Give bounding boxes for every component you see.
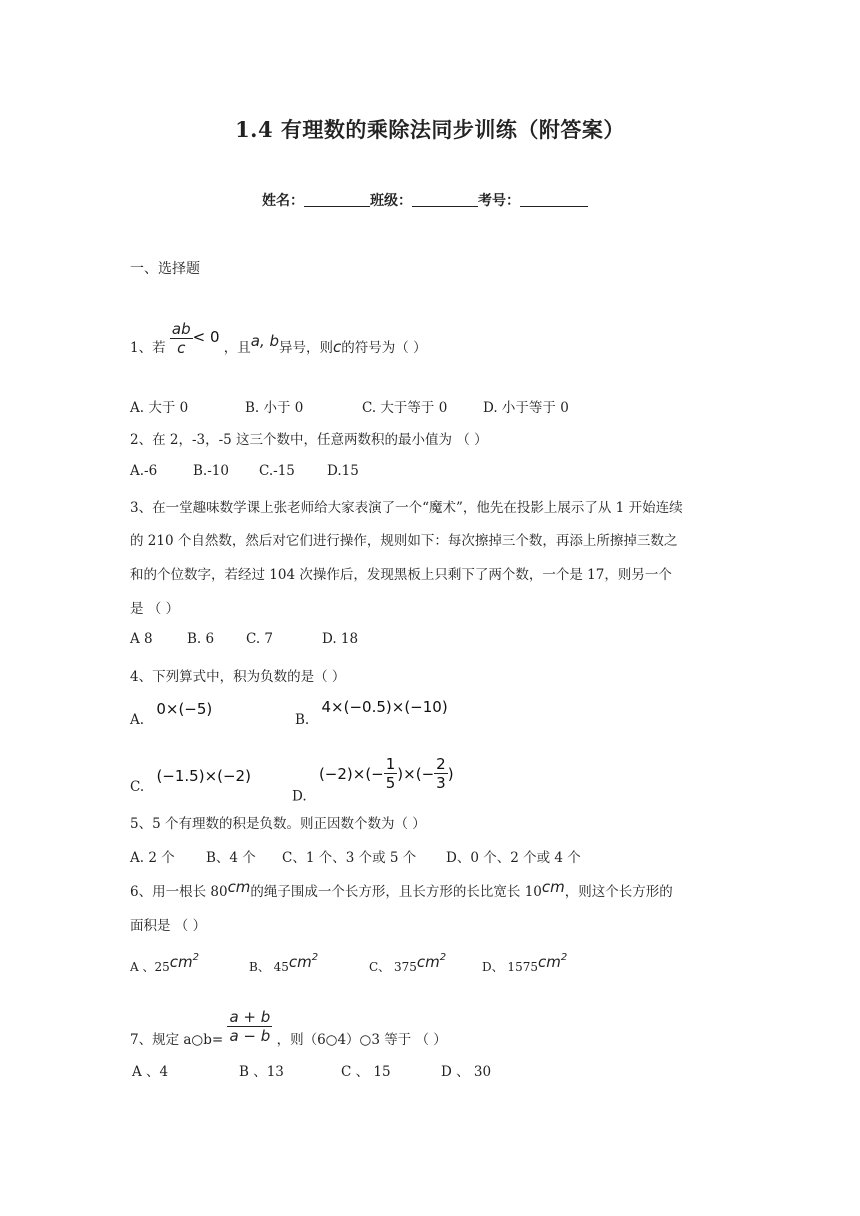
q4-d-frac1-num: 1 [385, 755, 396, 773]
q6-option-c-unit: cm [416, 953, 440, 971]
q6-option-b-unit: cm [288, 953, 312, 971]
question-7 [130, 1008, 447, 1059]
q3-option-d[interactable]: D. 18 [322, 631, 359, 647]
q1-option-b[interactable]: B. 小于 0 [245, 400, 304, 416]
q7-option-c[interactable]: C 、 15 [341, 1064, 391, 1080]
exam-number-label: 考号： [478, 193, 520, 209]
q1-fraction [170, 320, 193, 357]
q2-option-c[interactable]: C.-15 [259, 463, 295, 479]
q3-option-c[interactable]: C. 7 [246, 631, 274, 647]
question-4: 4、下列算式中，积为负数的是（ ） [130, 669, 346, 685]
q6-text-a: 6、用一根长 80 [130, 884, 228, 900]
q1-options [130, 396, 188, 416]
question-2: 2、在 2，-3，-5 这三个数中，任意两数积的最小值为 （ ） [130, 432, 488, 448]
q6-option-a-label: A 、25 [130, 960, 170, 974]
q4-d-frac1 [384, 755, 398, 792]
q7-suffix: ，则（6○4）○3 等于 （ ） [276, 1032, 447, 1048]
q6-option-a[interactable] [130, 951, 199, 975]
q1-suffix: 的符号为（ ） [341, 340, 427, 356]
question-3-line-2: 的 210 个自然数，然后对它们进行操作，规则如下：每次擦掉三个数，再添上所擦掉三数之 [130, 533, 678, 549]
q4-option-a-expr: 0×(−5) [156, 700, 213, 718]
q1-prefix: 1、若 [130, 340, 166, 356]
q4-d-part2: )×(− [397, 764, 435, 783]
q4-d-frac2-num: 2 [436, 755, 446, 773]
q4-option-b[interactable] [295, 698, 448, 728]
class-label: 班级： [370, 193, 412, 209]
q4-d-part1: (−2)×(− [318, 764, 384, 783]
q1-mid2: 异号，则 [279, 340, 334, 356]
student-info-line [262, 190, 588, 210]
q4-option-c[interactable] [130, 767, 251, 795]
q5-option-d[interactable]: D、0 个、2 个或 4 个 [446, 850, 581, 866]
q6-option-d-unit: cm [537, 953, 561, 971]
q3-option-a[interactable]: A 8 [130, 631, 153, 647]
q6-option-b[interactable] [249, 951, 319, 975]
q7-frac-num: a + b [229, 1008, 271, 1026]
q6-option-c[interactable] [369, 951, 447, 975]
q4-option-c-label: C. [130, 779, 145, 795]
q5-option-b[interactable]: B、4 个 [206, 850, 256, 866]
question-3-line-4: 是 （ ） [130, 601, 180, 617]
q1-option-d[interactable]: D. 小于等于 0 [483, 400, 569, 416]
q4-option-d-expr [319, 755, 454, 792]
q1-var-c: c [333, 338, 342, 356]
q6-text-c: ，则这个长方形的 [564, 884, 673, 900]
q6-option-b-label: B、 45 [249, 960, 289, 974]
q4-option-b-expr: 4×(−0.5)×(−10) [321, 698, 448, 716]
q6-text-b: 的绳子围成一个长方形，且长方形的长比宽长 10 [250, 884, 542, 900]
q6-option-c-sup: 2 [439, 951, 447, 963]
q6-option-d-sup: 2 [560, 951, 568, 963]
question-3-line-1: 3、在一堂趣味数学课上张老师给大家表演了一个“魔术”，他先在投影上展示了从 1 开始连续 [130, 500, 683, 516]
q1-mid: ，且 [223, 340, 251, 356]
q4-option-a-label: A. [130, 712, 145, 728]
q6-unit-1: cm [227, 878, 251, 896]
q6-option-c-label: C、 375 [369, 960, 417, 974]
q5-option-c[interactable]: C、1 个、3 个或 5 个 [282, 850, 417, 866]
q5-option-a[interactable]: A. 2 个 [130, 850, 175, 866]
q7-option-b[interactable]: B 、13 [239, 1064, 284, 1080]
q7-prefix: 7、规定 a○b= [130, 1032, 224, 1048]
question-6-line-1 [130, 880, 673, 900]
q4-d-frac1-den: 5 [385, 774, 396, 792]
q3-option-b[interactable]: B. 6 [187, 631, 215, 647]
q7-frac-den: a − b [229, 1027, 271, 1045]
q2-option-b[interactable]: B.-10 [193, 463, 229, 479]
q4-option-a[interactable] [130, 700, 213, 728]
q6-option-d[interactable] [482, 951, 568, 975]
question-3-line-3: 和的个位数字，若经过 104 次操作后，发现黑板上只剩下了两个数，一个是 17，则另一个 [130, 567, 672, 583]
class-blank[interactable] [412, 192, 478, 207]
q7-option-d[interactable]: D 、 30 [441, 1064, 492, 1080]
question-5: 5、5 个有理数的积是负数。则正因数个数为（ ） [130, 816, 426, 832]
question-6-line-2: 面积是 （ ） [130, 918, 207, 934]
q4-option-b-label: B. [295, 712, 310, 728]
q1-option-a[interactable]: A. 大于 0 [130, 400, 189, 416]
q4-option-d-label: D. [292, 788, 307, 805]
q6-unit-2: cm [541, 878, 565, 896]
q1-frac-num: ab [171, 320, 191, 338]
q4-option-d[interactable] [292, 755, 454, 814]
q6-option-d-label: D、 1575 [482, 960, 538, 974]
q1-option-c[interactable]: C. 大于等于 0 [362, 400, 448, 416]
q6-option-a-unit: cm [169, 953, 193, 971]
q4-d-frac2 [434, 755, 448, 792]
section-heading: 一、选择题 [130, 261, 200, 277]
q7-option-a[interactable]: A 、4 [132, 1064, 169, 1080]
q4-d-frac2-den: 3 [436, 774, 446, 792]
q1-frac-den: c [177, 339, 186, 357]
name-blank[interactable] [304, 192, 370, 207]
page-title: 1.4 有理数的乘除法同步训练（附答案） [235, 117, 625, 142]
q4-option-c-expr: (−1.5)×(−2) [156, 767, 251, 785]
question-1 [130, 320, 427, 367]
q7-fraction [227, 1008, 272, 1045]
q2-option-a[interactable]: A.-6 [130, 463, 158, 479]
q4-d-part3: ) [447, 764, 454, 783]
q2-option-d[interactable]: D.15 [327, 463, 359, 479]
q6-option-a-sup: 2 [192, 951, 199, 963]
name-label: 姓名： [262, 193, 304, 209]
q1-vars: a, b [250, 332, 280, 350]
exam-number-blank[interactable] [520, 192, 588, 207]
q6-option-b-sup: 2 [311, 951, 319, 963]
q1-frac-rel: < 0 [192, 328, 220, 346]
